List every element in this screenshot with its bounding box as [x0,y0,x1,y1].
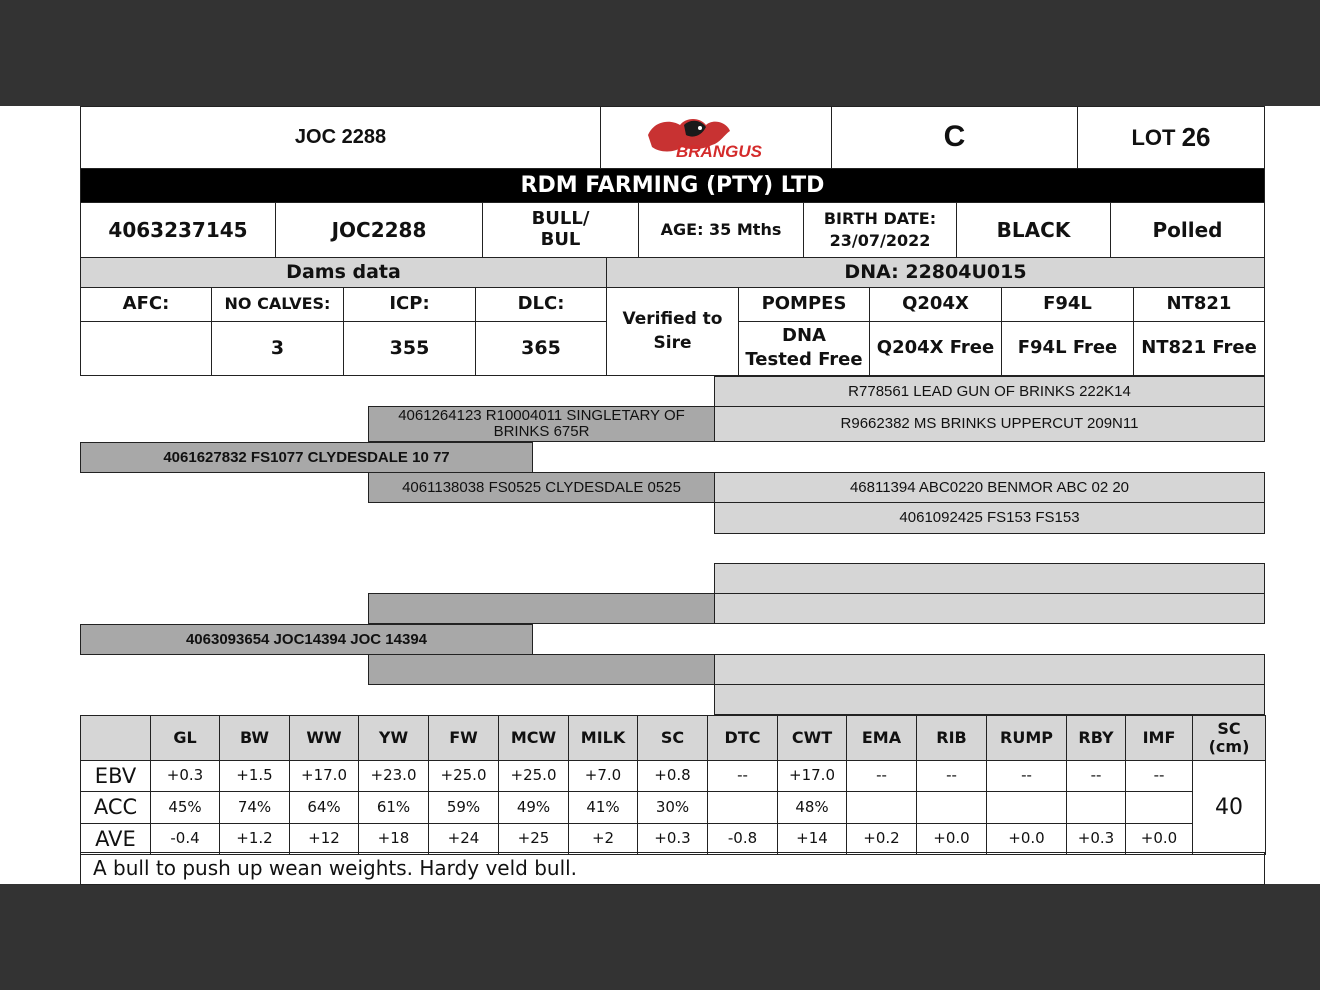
dams-data-title: Dams data [80,257,607,288]
ebv-col-header-rby: RBY [1066,715,1126,761]
sc-cm-header-last-column-line1: SC [1217,718,1241,738]
q204x-value: Q204X Free [869,321,1002,376]
f94l-header: F94L [1001,287,1134,322]
ebv-row-label-acc: ACC [80,791,151,824]
ebv-cell-acc-sc: 30% [637,791,708,824]
ebv-cell-ave-rby: +0.3 [1066,823,1126,855]
ebv-cell-ebv-milk: +7.0 [568,760,638,792]
ebv-cell-ave-fw: +24 [428,823,499,855]
pompes-value [738,321,870,376]
dlc-header: DLC: [475,287,607,322]
ebv-col-header-sc-cm [1192,715,1266,761]
ebv-cell-ebv-ww: +17.0 [289,760,359,792]
afc-value [80,321,212,376]
ebv-cell-acc-yw: 61% [358,791,429,824]
ebv-corner-cell [80,715,151,761]
lot-label: LOT [1131,124,1176,150]
ebv-cell-ave-ema: +0.2 [846,823,917,855]
verified-line2: Sire [653,332,692,353]
ebv-cell-ave-cwt: +14 [777,823,847,855]
ebv-cell-acc-mcw: 49% [498,791,569,824]
icp-header: ICP: [343,287,476,322]
ebv-cell-ave-yw: +18 [358,823,429,855]
pedigree-sire-sire-dam: R9662382 MS BRINKS UPPERCUT 209N11 [714,406,1265,442]
ebv-col-header-cwt: CWT [777,715,847,761]
sc-cm-header-last-column-line2: (cm) [1208,737,1250,756]
ebv-cell-acc-imf [1125,791,1193,824]
lot-number: 26 [1181,121,1211,152]
ebv-col-header-bw: BW [219,715,290,761]
ebv-cell-acc-ww: 64% [289,791,359,824]
ebv-cell-acc-rump [986,791,1067,824]
ebv-cell-ebv-fw: +25.0 [428,760,499,792]
ebv-cell-ave-gl: -0.4 [150,823,220,855]
ebv-cell-ave-mcw: +25 [498,823,569,855]
ebv-cell-ebv-mcw: +25.0 [498,760,569,792]
q204x-header: Q204X [869,287,1002,322]
sex-cell [482,202,639,258]
ebv-cell-ebv-rib: -- [916,760,987,792]
pedigree-dam-dam-dam [714,684,1265,715]
ebv-cell-ave-rump: +0.0 [986,823,1067,855]
ebv-col-header-dtc: DTC [707,715,778,761]
breeder-title-bar: RDM FARMING (PTY) LTD [80,168,1265,203]
pedigree-dam: 4063093654 JOC14394 JOC 14394 [80,624,533,655]
verified-line1: Verified to [622,308,723,329]
ebv-cell-ebv-sc: +0.8 [637,760,708,792]
ebv-cell-ebv-cwt: +17.0 [777,760,847,792]
scrotal-circumference-value: 40 [1192,760,1266,855]
ebv-col-header-rump: RUMP [986,715,1067,761]
ebv-cell-ebv-ema: -- [846,760,917,792]
ebv-cell-acc-milk: 41% [568,791,638,824]
ebv-cell-acc-dtc [707,791,778,824]
ebv-cell-ave-ww: +12 [289,823,359,855]
f94l-value: F94L Free [1001,321,1134,376]
ebv-cell-ebv-yw: +23.0 [358,760,429,792]
pedigree-dam-sire-sire [714,563,1265,594]
verified-to-sire [606,287,739,376]
ebv-col-header-imf: IMF [1125,715,1193,761]
afc-header: AFC: [80,287,212,322]
horn-status-cell: Polled [1110,202,1265,258]
sex-line1: BULL/ [531,208,590,230]
tattoo: JOC2288 [275,202,483,258]
ebv-col-header-yw: YW [358,715,429,761]
birth-date-value: 23/07/2022 [829,231,931,250]
ebv-col-header-mcw: MCW [498,715,569,761]
pompes-line1: DNA [782,325,826,347]
icp-value: 355 [343,321,476,376]
brangus-logo [640,113,790,163]
pedigree-sire-dam: 4061138038 FS0525 CLYDESDALE 0525 [368,472,715,503]
ebv-cell-ebv-gl: +0.3 [150,760,220,792]
dna-title: DNA: 22804U015 [606,257,1265,288]
logo-text: BRANGUS [676,142,762,161]
ebv-cell-ave-imf: +0.0 [1125,823,1193,855]
ebv-cell-acc-rib [916,791,987,824]
pedigree-sire-sire: 4061264123 R10004011 SINGLETARY OF BRINKS 675R [368,406,715,442]
pedigree-dam-dam [368,654,715,685]
birth-date-cell [803,202,957,258]
ebv-cell-acc-fw: 59% [428,791,499,824]
pedigree-dam-sire [368,593,715,624]
ebv-cell-acc-gl: 45% [150,791,220,824]
pedigree-dam-sire-dam [714,593,1265,624]
grade-cell: C [831,106,1078,169]
comment-cell: A bull to push up wean weights. Hardy veld bull. [80,852,1265,885]
ebv-col-header-fw: FW [428,715,499,761]
pompes-header: POMPES [738,287,870,322]
ebv-cell-acc-cwt: 48% [777,791,847,824]
ebv-cell-acc-ema [846,791,917,824]
ebv-cell-ave-bw: +1.2 [219,823,290,855]
ebv-row-label-ave: AVE [80,823,151,855]
ebv-cell-ave-milk: +2 [568,823,638,855]
ebv-col-header-rib: RIB [916,715,987,761]
lot-cell [1077,106,1265,169]
ebv-col-header-milk: MILK [568,715,638,761]
pedigree-dam-dam-sire [714,654,1265,685]
ebv-cell-ave-rib: +0.0 [916,823,987,855]
ebv-cell-ebv-rump: -- [986,760,1067,792]
pedigree-sire: 4061627832 FS1077 CLYDESDALE 10 77 [80,442,533,473]
pedigree-sire-sire-sire: R778561 LEAD GUN OF BRINKS 222K14 [714,376,1265,407]
pedigree-sire-dam-dam: 4061092425 FS153 FS153 [714,502,1265,534]
birth-date-label: BIRTH DATE: [823,208,937,228]
no-calves-header: NO CALVES: [211,287,344,322]
ebv-cell-ebv-rby: -- [1066,760,1126,792]
nt821-value: NT821 Free [1133,321,1265,376]
ebv-cell-ave-sc: +0.3 [637,823,708,855]
ebv-col-header-sc: SC [637,715,708,761]
ebv-row-label-ebv: EBV [80,760,151,792]
pedigree-sire-dam-sire: 46811394 ABC0220 BENMOR ABC 02 20 [714,472,1265,503]
ebv-cell-acc-rby [1066,791,1126,824]
age-cell: AGE: 35 Mths [638,202,804,258]
ebv-cell-acc-bw: 74% [219,791,290,824]
no-calves-value: 3 [211,321,344,376]
animal-id-cell: JOC 2288 [80,106,601,169]
registration-number: 4063237145 [80,202,276,258]
ebv-cell-ebv-bw: +1.5 [219,760,290,792]
ebv-col-header-ww: WW [289,715,359,761]
nt821-header: NT821 [1133,287,1265,322]
pompes-line2: Tested Free [745,349,863,370]
sex-line2: BUL [540,229,581,250]
dlc-value: 365 [475,321,607,376]
ebv-cell-ebv-imf: -- [1125,760,1193,792]
colour-cell: BLACK [956,202,1111,258]
ebv-cell-ebv-dtc: -- [707,760,778,792]
ebv-cell-ave-dtc: -0.8 [707,823,778,855]
ebv-col-header-ema: EMA [846,715,917,761]
ebv-col-header-gl: GL [150,715,220,761]
